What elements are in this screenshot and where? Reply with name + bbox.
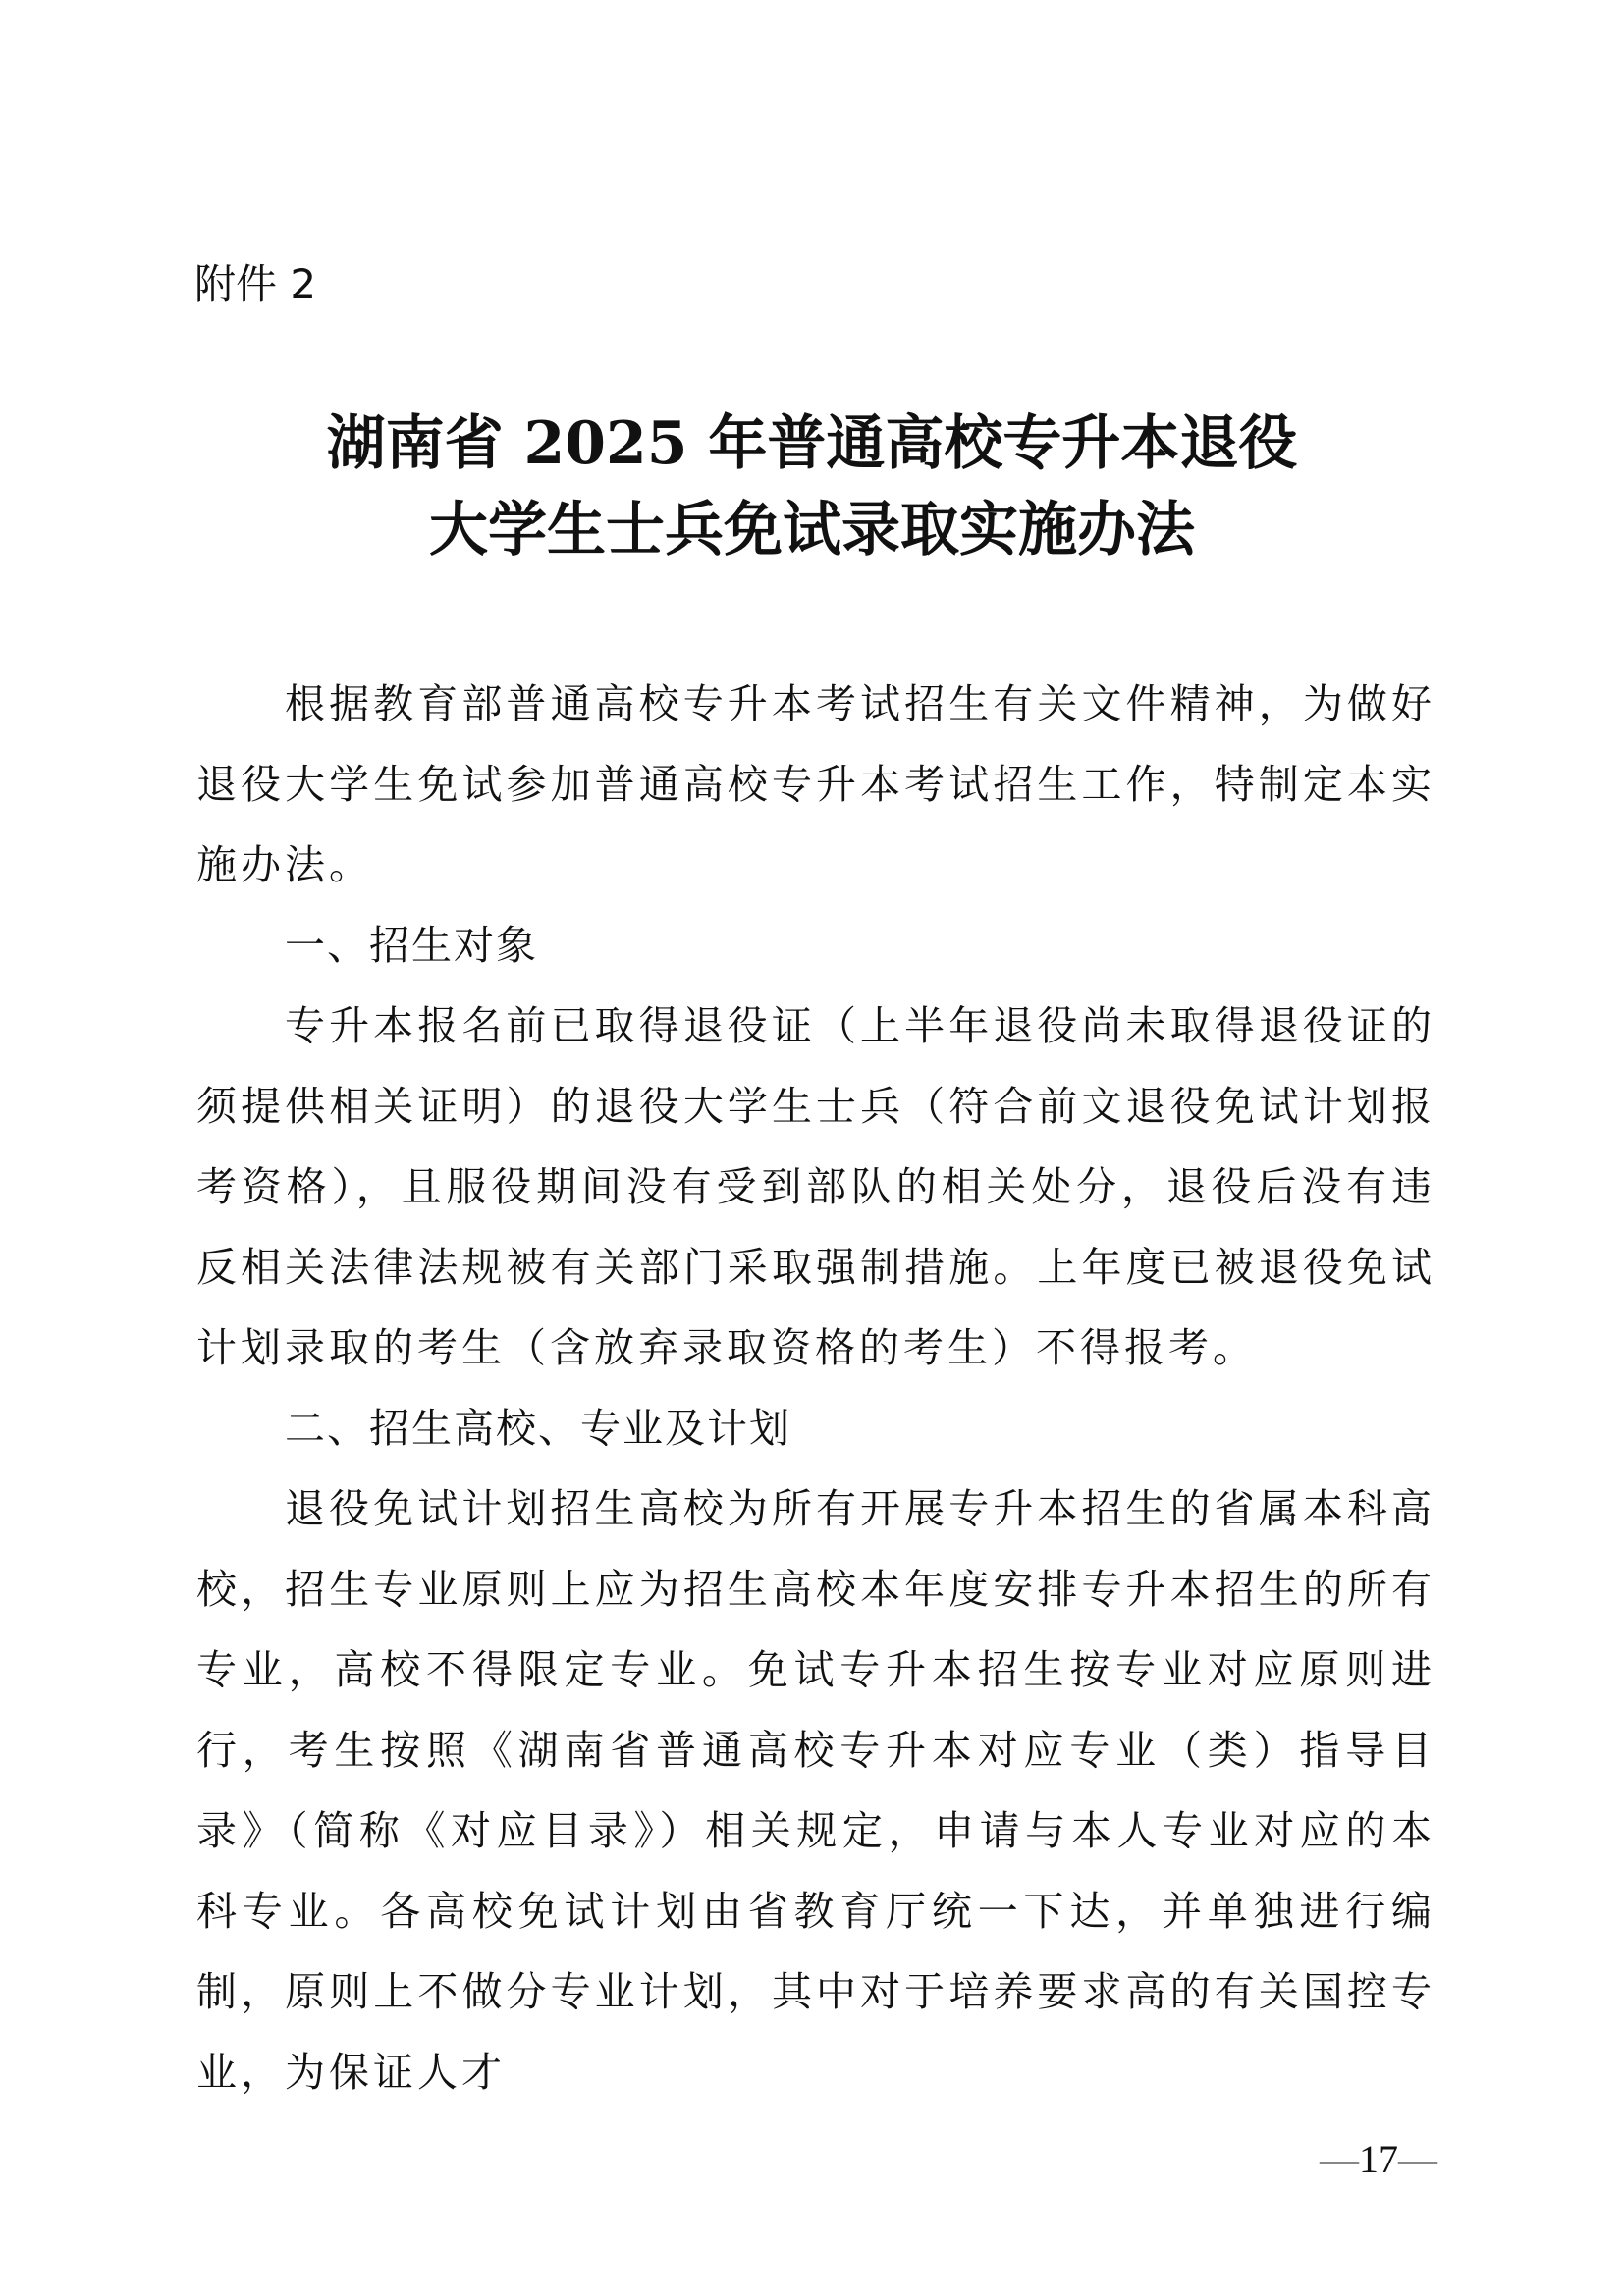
title-line-1: 湖南省 2025 年普通高校专升本退役	[326, 409, 1298, 478]
attachment-label: 附件 2	[194, 260, 317, 308]
page-number: —17—	[1320, 2137, 1437, 2181]
section-heading-1: 一、招生对象	[285, 922, 538, 969]
document-body	[196, 664, 1435, 2112]
section-heading-2: 二、招生高校、专业及计划	[285, 1405, 791, 1452]
document-title	[196, 400, 1428, 573]
title-line-2: 大学生士兵免试录取实施办法	[429, 496, 1195, 564]
intro-paragraph: 根据教育部普通高校专升本考试招生有关文件精神，为做好退役大学生免试参加普通高校专升本考试招生工作，特制定本实施办法。	[196, 680, 1435, 888]
section-paragraph-2: 退役免试计划招生高校为所有开展专升本招生的省属本科高校，招生专业原则上应为招生高校本年度安排专升本招生的所有专业，高校不得限定专业。免试专升本招生按专业对应原则进行，考生按照《湖南省普通高校专升本对应专业（类）指导目录》（简称《对应目录》）相关规定，申请与本人专业对应的本科专业。各高校免试计划由省教育厅统一下达，并单独进行编制，原则上不做分专业计划，其中对于培养要求高的有关国控专业，为保证人才	[196, 1485, 1435, 2096]
section-paragraph-1: 专升本报名前已取得退役证（上半年退役尚未取得退役证的须提供相关证明）的退役大学生士兵（符合前文退役免试计划报考资格），且服役期间没有受到部队的相关处分，退役后没有违反相关法律法规被有关部门采取强制措施。上年度已被退役免试计划录取的考生（含放弃录取资格的考生）不得报考。	[196, 1002, 1435, 1371]
